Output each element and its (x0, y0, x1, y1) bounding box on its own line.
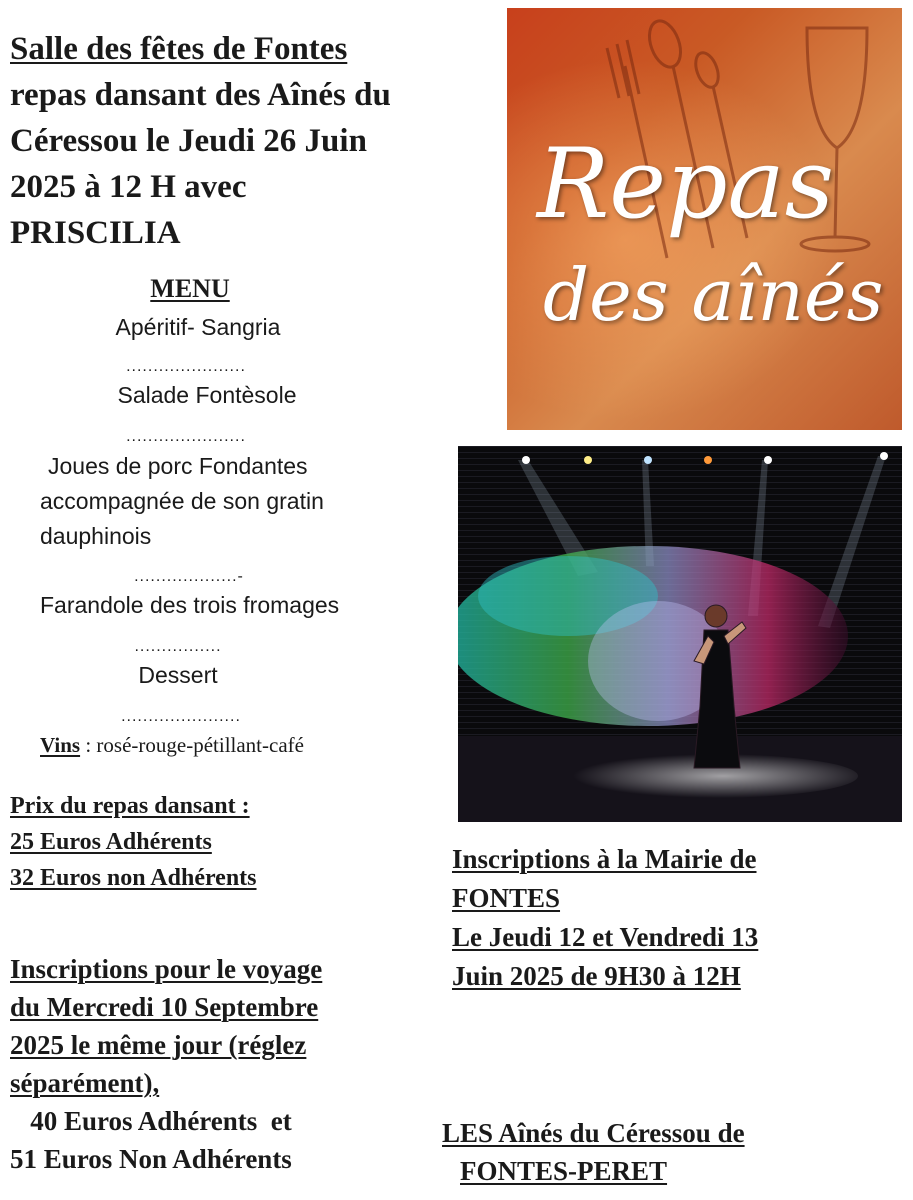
organizer-block (442, 1114, 745, 1190)
menu-item-aperitif: Apéritif- Sangria (115, 314, 281, 340)
registration-block (452, 840, 758, 996)
menu-item-joues: Joues de porc Fondantes (48, 453, 308, 479)
menu-heading: MENU (150, 274, 230, 303)
event-title (10, 26, 490, 256)
menu-item-joues-3: dauphinois (40, 523, 152, 549)
stage-singer-photo (458, 446, 902, 822)
title-line-5: PRISCILIA (10, 215, 181, 251)
price-non-member-text: 32 Euros non Adhérents (10, 865, 257, 891)
title-line-1-text: Salle des fêtes de Fontes (10, 31, 348, 67)
menu-separator-1: ...................... (126, 358, 246, 375)
menu-item-joues-2: accompagnée de son gratin (40, 488, 324, 514)
price-block (10, 788, 257, 896)
registration-line-3: Le Jeudi 12 et Vendredi 13 (452, 922, 759, 952)
menu-item-fromages: Farandole des trois fromages (40, 592, 340, 618)
trip-line-6: 51 Euros Non Adhérents (10, 1144, 292, 1174)
menu-separator-5: ...................... (121, 708, 241, 725)
organizer-line-2: FONTES-PERET (460, 1156, 668, 1186)
registration-line-4: Juin 2025 de 9H30 à 12H (452, 961, 741, 991)
poster-title-repas: Repas (537, 128, 835, 240)
poster-title-des-aines: des aînés (543, 253, 884, 337)
wines-label: Vins (40, 733, 81, 757)
organizer-line-1: LES Aînés du Céressou de (442, 1118, 745, 1148)
menu-item-dessert: Dessert (138, 662, 218, 688)
repas-des-aines-poster (507, 8, 902, 430)
price-non-member (10, 860, 257, 896)
trip-line-1: Inscriptions pour le voyage (10, 954, 323, 984)
wines-text: : rosé-rouge-pétillant-café (80, 733, 304, 757)
trip-line-4: séparément), (10, 1068, 160, 1098)
price-member-text: 25 Euros Adhérents (10, 829, 212, 855)
registration-line-2: FONTES (452, 883, 561, 913)
menu-wines (40, 730, 304, 760)
stage-illustration (458, 446, 902, 822)
menu-item-salade: Salade Fontèsole (117, 382, 297, 408)
menu-separator-2: ...................... (126, 428, 246, 445)
trip-line-5: 40 Euros Adhérents et (10, 1106, 292, 1136)
trip-block (10, 950, 322, 1178)
title-line-2: repas dansant des Aînés du (10, 77, 391, 113)
registration-line-1: Inscriptions à la Mairie de (452, 844, 757, 874)
menu-separator-4: ................ (134, 638, 222, 655)
title-line-4: 2025 à 12 H avec (10, 169, 247, 205)
price-member (10, 824, 257, 860)
price-heading-text: Prix du repas dansant : (10, 793, 250, 819)
trip-line-3: 2025 le même jour (réglez (10, 1030, 307, 1060)
title-line-1 (10, 26, 490, 72)
menu-separator-3: ...................- (134, 568, 244, 585)
price-heading (10, 788, 257, 824)
title-line-3: Céressou le Jeudi 26 Juin (10, 123, 367, 159)
trip-line-2: du Mercredi 10 Septembre (10, 992, 319, 1022)
